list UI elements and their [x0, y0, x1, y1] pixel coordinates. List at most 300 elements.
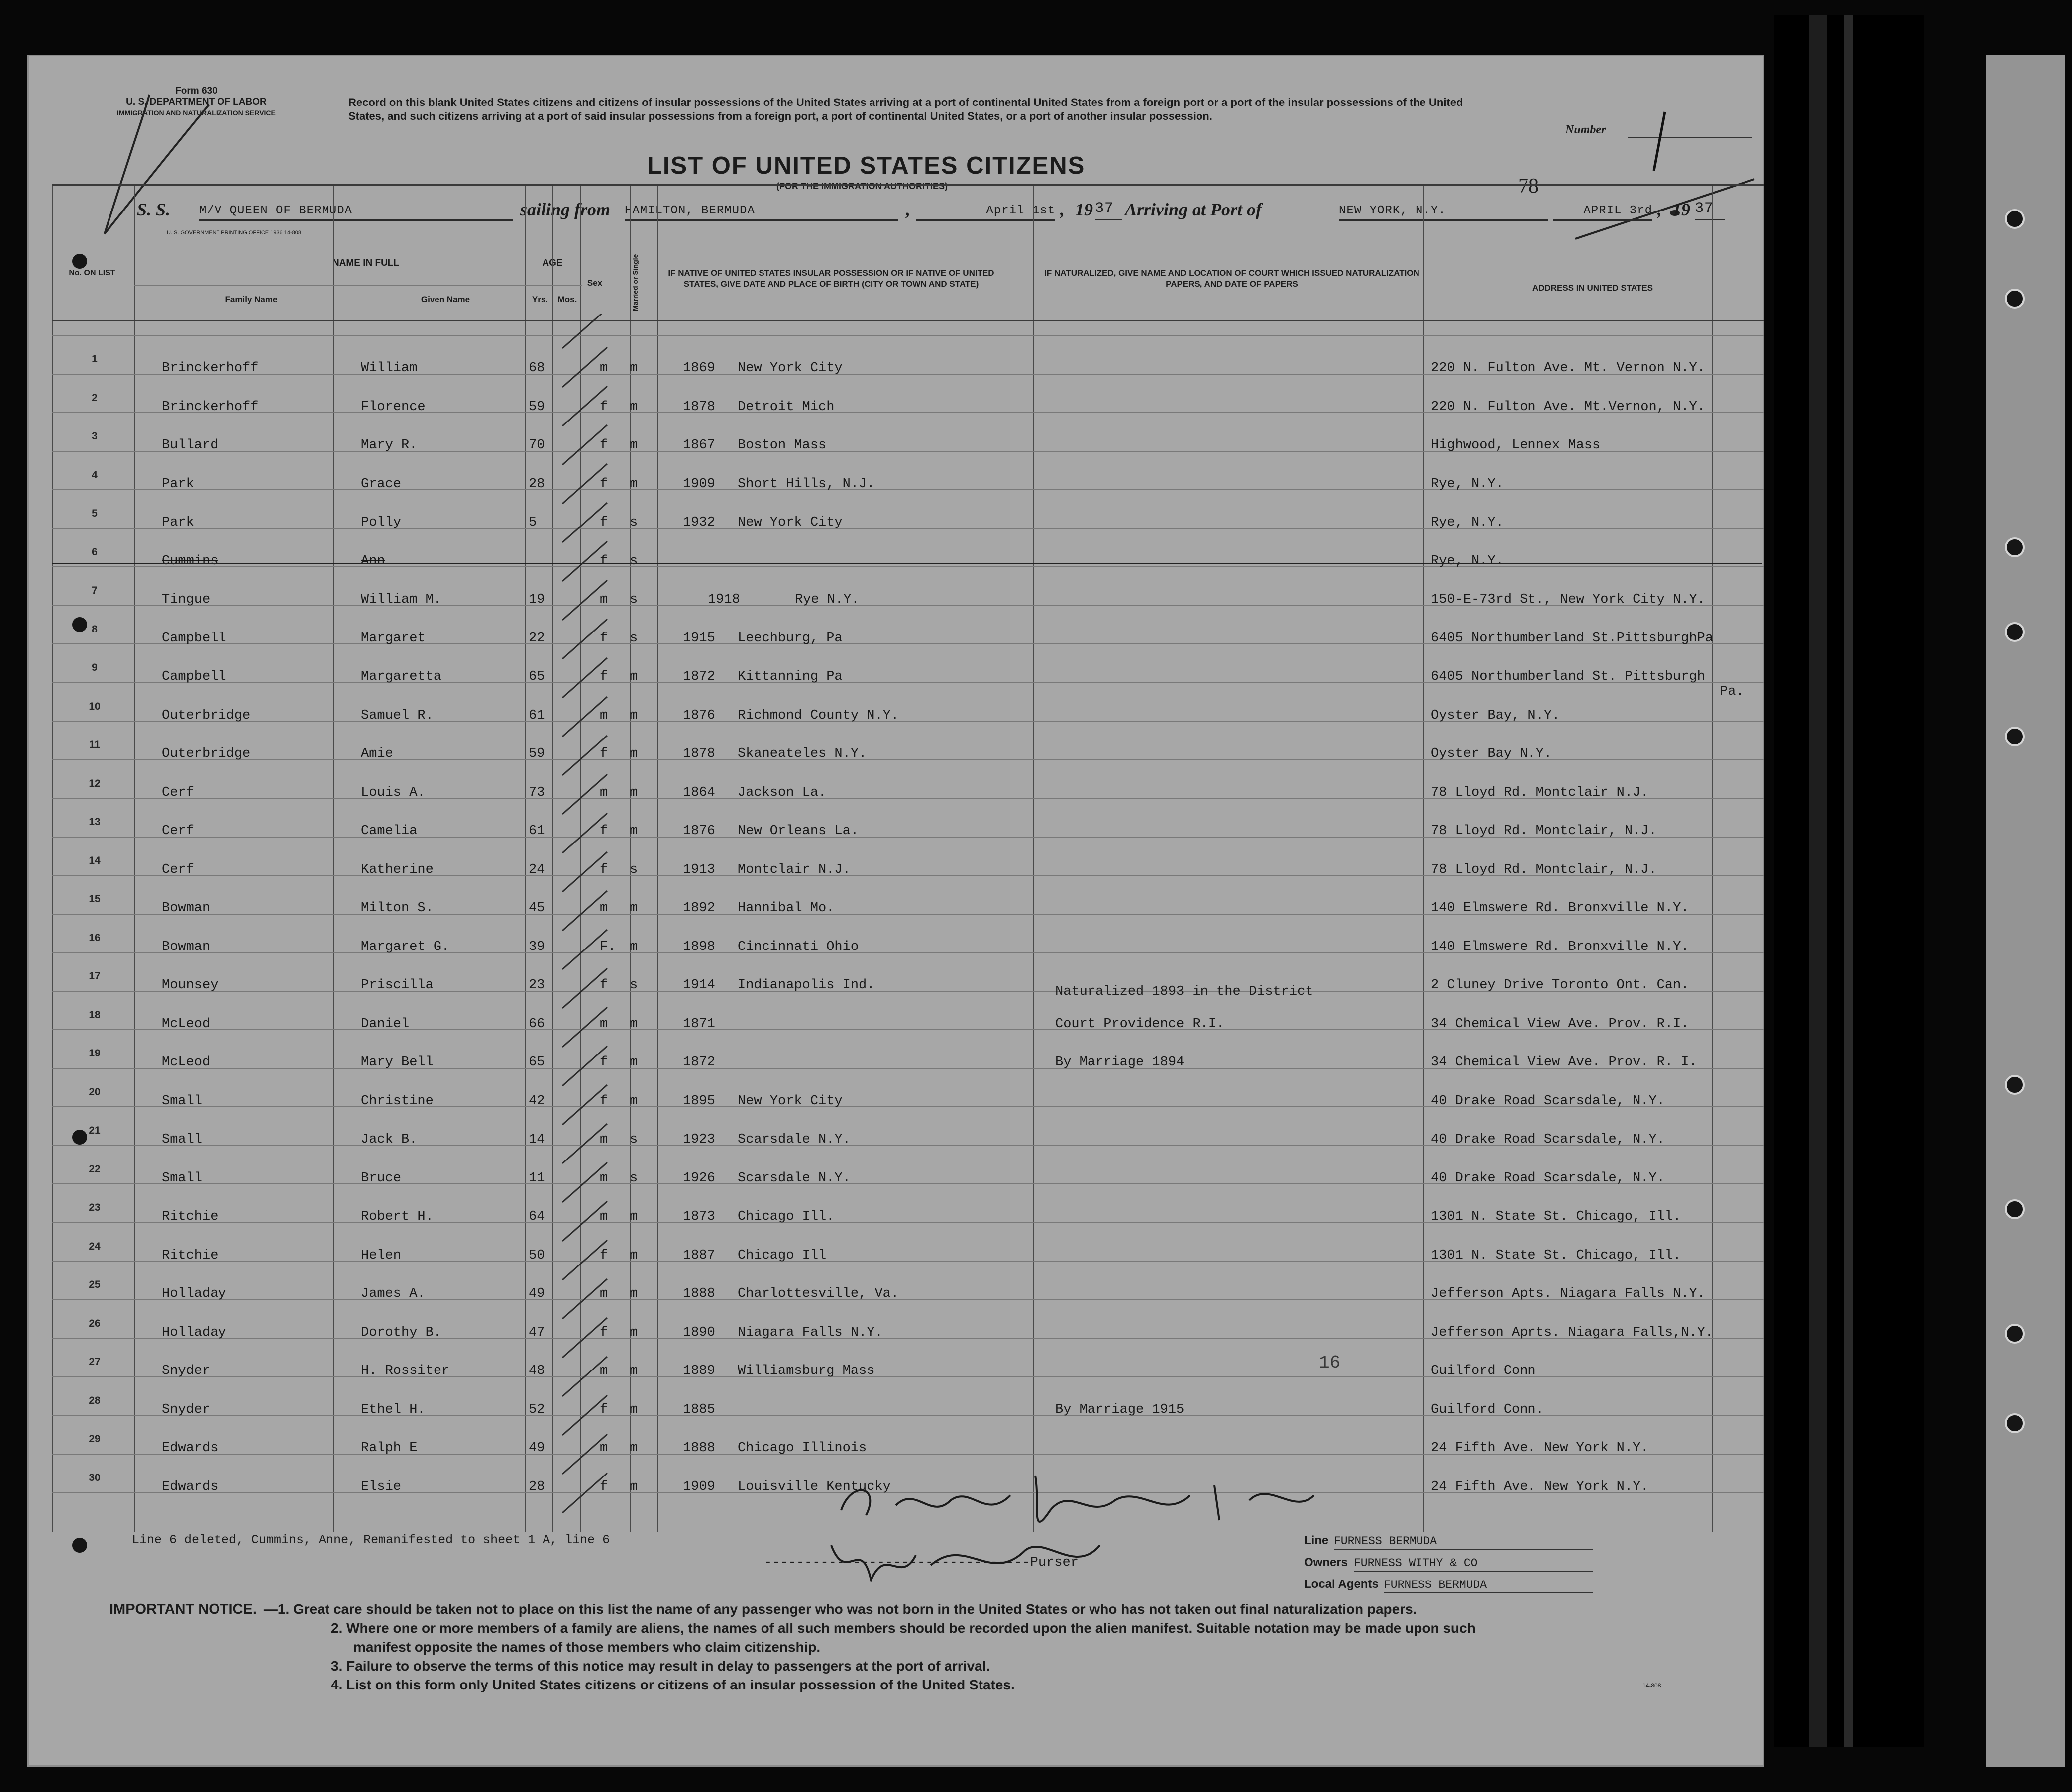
row-22-place: Scarsdale N.Y.	[738, 1170, 851, 1186]
row-1-year: 1869	[683, 361, 715, 376]
row-23-address: 1301 N. State St. Chicago, Ill.	[1431, 1209, 1681, 1224]
row-8-year: 1915	[683, 631, 715, 646]
row-20-year: 1895	[683, 1093, 715, 1109]
row-24-ms: m	[630, 1248, 638, 1263]
row-13-given: Camelia	[361, 824, 418, 839]
tick-mark	[562, 314, 607, 348]
tick-mark	[562, 1434, 607, 1474]
row-5-sex: f	[600, 515, 608, 530]
row-2-no: 2	[92, 392, 98, 404]
row-6-strike-line	[52, 563, 1762, 564]
row-27-year: 1889	[683, 1364, 715, 1378]
row-27-sex: m	[600, 1364, 608, 1378]
row-5-place: New York City	[738, 515, 843, 530]
tick-mark	[562, 1162, 607, 1202]
row-27-ms: m	[630, 1364, 638, 1378]
col-header-given-name: Given Name	[421, 295, 470, 304]
row-29-no: 29	[89, 1433, 101, 1445]
row-17-address: 2 Cluney Drive Toronto Ont. Can.	[1431, 978, 1689, 993]
row-26-age: 47	[529, 1325, 545, 1340]
row-20-place: New York City	[738, 1093, 843, 1109]
row-24-address: 1301 N. State St. Chicago, Ill.	[1431, 1248, 1681, 1263]
row-10-given: Samuel R.	[361, 708, 434, 723]
notice-item-4: 4. List on this form only United States citizens or citizens of an insular possession of the United States.	[331, 1677, 1015, 1692]
departure-port: HAMILTON, BERMUDA	[625, 204, 898, 221]
row-rule	[52, 335, 1764, 336]
row-21-place: Scarsdale N.Y.	[738, 1132, 851, 1147]
row-26-ms: m	[630, 1325, 638, 1340]
line-label: Line	[1304, 1534, 1329, 1547]
arrival-port: NEW YORK, N.Y.	[1339, 204, 1548, 221]
row-13-age: 61	[529, 824, 545, 839]
row-2-sex: f	[600, 399, 608, 415]
binder-hole	[2005, 537, 2025, 557]
row-18-ms: m	[630, 1016, 638, 1032]
row-1-given: William	[361, 361, 418, 376]
adjacent-sheet-edge	[1986, 55, 2065, 1767]
row-28-no: 28	[89, 1394, 101, 1406]
row-12-address: 78 Lloyd Rd. Montclair N.J.	[1431, 785, 1649, 800]
row-9-address: 6405 Northumberland St. Pittsburgh	[1431, 669, 1705, 684]
row-16-sex: F.	[600, 939, 616, 954]
row-20-address: 40 Drake Road Scarsdale, N.Y.	[1431, 1093, 1665, 1109]
row-14-no: 14	[89, 854, 101, 866]
row-18-year: 1871	[683, 1016, 715, 1032]
row-24-no: 24	[89, 1240, 101, 1252]
row-23-sex: m	[600, 1209, 608, 1224]
row-13-year: 1876	[683, 824, 715, 839]
row-2-family: Brinckerhoff	[162, 399, 259, 415]
tick-mark	[562, 891, 607, 931]
binder-hole	[2005, 1075, 2025, 1095]
row-23-given: Robert H.	[361, 1209, 434, 1224]
tick-mark	[562, 968, 607, 1008]
row-20-family: Small	[162, 1093, 203, 1109]
row-2-given: Florence	[361, 399, 426, 415]
row-2-age: 59	[529, 399, 545, 415]
punch-hole	[72, 1538, 87, 1553]
row-29-sex: m	[600, 1441, 608, 1456]
binder-hole	[2005, 622, 2025, 642]
row-17-age: 23	[529, 978, 545, 993]
tick-mark	[562, 1318, 607, 1358]
row-11-family: Outerbridge	[162, 746, 251, 761]
row-25-address: Jefferson Apts. Niagara Falls N.Y.	[1431, 1286, 1705, 1301]
row-17-family: Mounsey	[162, 978, 218, 993]
row-15-place: Hannibal Mo.	[738, 901, 835, 916]
row-12-ms: m	[630, 785, 638, 800]
manifest-sheet: Form 630 U. S. DEPARTMENT OF LABOR IMMIGRATION AND NATURALIZATION SERVICE Record on this blank United States citizens and citizens of insular possessions of the United States arriving at a port of continental United States from a foreign port or a port of the insular possessions of the United States, and such citizens arriving at a port of said insular possessions from a foreign port, a port of continental United States, or a port of another insular possession. Number LIST OF UNITED STATES CITIZENS (FOR THE IMMIGRATION AUTHORITIES) 78 S. S. M/V QUEEN OF BERMUDA sailing from HAMILTON, BERMUDA , April 1st , 19 37 Arriving at Port of NEW YORK, N.Y. APRIL 3rd , 19 37 U. S. GOVERNMENT PRINTING OFFICE 1936 14-808	[27, 55, 1764, 1767]
row-14-address: 78 Lloyd Rd. Montclair, N.J.	[1431, 862, 1657, 877]
row-25-year: 1888	[683, 1286, 715, 1301]
tick-mark	[562, 386, 607, 426]
column-rule	[525, 186, 526, 1532]
row-27-given: H. Rossiter	[361, 1364, 450, 1378]
row-18-no: 18	[89, 1009, 101, 1021]
col-header-birth: IF NATIVE OF UNITED STATES INSULAR POSSESSION OR IF NATIVE OF UNITED STATES, GIVE DATE AND PLACE OF BIRTH (CITY OR TOWN AND STATE)	[668, 268, 994, 289]
row-28-family: Snyder	[162, 1402, 211, 1417]
row-6-family: Cummins	[162, 553, 218, 569]
print-code: 14-808	[1642, 1682, 1661, 1689]
row-19-given: Mary Bell	[361, 1055, 434, 1070]
address-continuation: Pa.	[1720, 684, 1744, 699]
col-header-age: AGE	[542, 258, 563, 268]
row-9-year: 1872	[683, 669, 715, 684]
row-25-ms: m	[630, 1286, 638, 1301]
punch-hole	[72, 617, 87, 632]
col-header-naturalized: IF NATURALIZED, GIVE NAME AND LOCATION OF COURT WHICH ISSUED NATURALIZATION PAPERS, AND DATE OF PAPERS	[1044, 268, 1419, 289]
service-name: IMMIGRATION AND NATURALIZATION SERVICE	[117, 109, 276, 117]
row-3-family: Bullard	[162, 438, 218, 453]
row-5-given: Polly	[361, 515, 402, 530]
row-14-given: Katherine	[361, 862, 434, 877]
row-5-year: 1932	[683, 515, 715, 530]
row-23-age: 64	[529, 1209, 545, 1224]
row-19-sex: f	[600, 1055, 608, 1070]
notice-item-2a: 2. Where one or more members of a family are aliens, the names of all such members should be recorded upon the alien manifest. Suitable notation may be made upon such	[331, 1620, 1476, 1636]
row-8-no: 8	[92, 623, 98, 635]
row-12-family: Cerf	[162, 785, 194, 800]
owners-value: FURNESS WITHY & CO	[1354, 1557, 1593, 1572]
row-23-family: Ritchie	[162, 1209, 218, 1224]
row-10-ms: m	[630, 708, 638, 723]
tick-mark	[562, 658, 607, 698]
binder-hole	[2005, 289, 2025, 309]
row-17-sex: f	[600, 978, 608, 993]
row-18-sex: m	[600, 1016, 608, 1032]
row-19-ms: m	[630, 1055, 638, 1070]
tick-mark	[562, 347, 607, 387]
row-10-address: Oyster Bay, N.Y.	[1431, 708, 1560, 723]
tick-mark	[562, 503, 607, 542]
row-28-address: Guilford Conn.	[1431, 1402, 1544, 1417]
row-18-given: Daniel	[361, 1016, 410, 1032]
row-21-address: 40 Drake Road Scarsdale, N.Y.	[1431, 1132, 1665, 1147]
row-20-age: 42	[529, 1093, 545, 1109]
row-4-family: Park	[162, 476, 194, 492]
row-15-age: 45	[529, 901, 545, 916]
row-4-given: Grace	[361, 476, 402, 492]
row-13-ms: m	[630, 824, 638, 839]
arrival-year-suffix: 37	[1695, 200, 1725, 220]
row-14-ms: s	[630, 862, 638, 877]
row-3-year: 1867	[683, 438, 715, 453]
tick-mark	[562, 736, 607, 775]
column-rule	[1423, 186, 1424, 1532]
row-21-no: 21	[89, 1125, 101, 1136]
row-22-address: 40 Drake Road Scarsdale, N.Y.	[1431, 1170, 1665, 1186]
row-26-address: Jefferson Aprts. Niagara Falls,N.Y.	[1431, 1325, 1714, 1340]
row-11-address: Oyster Bay N.Y.	[1431, 746, 1552, 761]
row-4-no: 4	[92, 469, 98, 481]
row-7-address: 150-E-73rd St., New York City N.Y.	[1431, 592, 1705, 607]
row-11-age: 59	[529, 746, 545, 761]
row-28-ms: m	[630, 1402, 638, 1417]
notice-item-2b: manifest opposite the names of those members who claim citizenship.	[353, 1639, 821, 1655]
row-4-ms: m	[630, 476, 638, 492]
row-22-sex: m	[600, 1170, 608, 1186]
tick-mark	[562, 580, 607, 620]
row-18-address: 34 Chemical View Ave. Prov. R.I.	[1431, 1016, 1689, 1032]
row-4-year: 1909	[683, 476, 715, 492]
tick-mark	[562, 930, 607, 969]
row-22-age: 11	[529, 1170, 545, 1186]
row-16-place: Cincinnati Ohio	[738, 939, 859, 954]
row-29-place: Chicago Illinois	[738, 1441, 867, 1456]
row-24-given: Helen	[361, 1248, 402, 1263]
tick-mark	[562, 1357, 607, 1396]
purser-line: ---------------------------------Purser	[764, 1555, 1079, 1570]
notice-item-3: 3. Failure to observe the terms of this notice may result in delay to passengers at the port of arrival.	[331, 1658, 990, 1674]
row-16-year: 1898	[683, 939, 715, 954]
row-6-no: 6	[92, 546, 98, 558]
row-15-given: Milton S.	[361, 901, 434, 916]
tick-mark	[562, 464, 607, 504]
row-19-nat: By Marriage 1894	[1055, 1055, 1185, 1070]
row-4-sex: f	[600, 476, 608, 492]
row-3-address: Highwood, Lennex Mass	[1431, 438, 1601, 453]
row-23-no: 23	[89, 1202, 101, 1213]
row-20-ms: m	[630, 1093, 638, 1109]
row-7-sex: m	[600, 592, 608, 607]
sailing-from-label: sailing from	[520, 200, 611, 219]
punch-hole	[72, 254, 87, 269]
row-1-no: 1	[92, 353, 98, 365]
ss-label: S. S.	[137, 200, 171, 219]
row-27-no: 27	[89, 1356, 101, 1368]
row-12-place: Jackson La.	[738, 785, 827, 800]
row-26-no: 26	[89, 1317, 101, 1329]
row-24-place: Chicago Ill	[738, 1248, 827, 1263]
row-2-address: 220 N. Fulton Ave. Mt.Vernon, N.Y.	[1431, 399, 1705, 415]
row-4-age: 28	[529, 476, 545, 492]
row-30-address: 24 Fifth Ave. New York N.Y.	[1431, 1479, 1649, 1494]
row-8-address: 6405 Northumberland St.PittsburghPa	[1431, 631, 1714, 646]
row-29-year: 1888	[683, 1441, 715, 1456]
document-subtitle: (FOR THE IMMIGRATION AUTHORITIES)	[776, 181, 948, 191]
row-3-no: 3	[92, 430, 98, 442]
row-18-age: 66	[529, 1016, 545, 1032]
row-14-sex: f	[600, 862, 608, 877]
row-19-year: 1872	[683, 1055, 715, 1070]
owners-label: Owners	[1304, 1556, 1348, 1569]
tick-mark	[562, 1240, 607, 1280]
row-rule	[52, 489, 1764, 490]
tick-mark	[562, 1046, 607, 1086]
row-4-place: Short Hills, N.J.	[738, 476, 875, 492]
row-30-sex: f	[600, 1479, 608, 1494]
col-header-mos: Mos.	[557, 295, 577, 304]
row-21-ms: s	[630, 1132, 638, 1147]
row-12-no: 12	[89, 777, 101, 789]
row-29-ms: m	[630, 1441, 638, 1456]
row-8-ms: s	[630, 631, 638, 646]
col-header-name-in-full: NAME IN FULL	[332, 258, 400, 268]
row-13-sex: f	[600, 824, 608, 839]
tick-mark	[562, 1201, 607, 1241]
row-18-family: McLeod	[162, 1016, 211, 1032]
row-rule	[52, 528, 1764, 529]
row-25-family: Holladay	[162, 1286, 226, 1301]
row-8-family: Campbell	[162, 631, 226, 646]
row-22-given: Bruce	[361, 1170, 402, 1186]
row-10-family: Outerbridge	[162, 708, 251, 723]
row-1-place: New York City	[738, 361, 843, 376]
row-28-age: 52	[529, 1402, 545, 1417]
row-9-place: Kittanning Pa	[738, 669, 843, 684]
row-2-place: Detroit Mich	[738, 399, 835, 415]
row-8-age: 22	[529, 631, 545, 646]
row-30-family: Edwards	[162, 1479, 218, 1494]
header-bottom-rule	[52, 320, 1764, 321]
row-5-address: Rye, N.Y.	[1431, 515, 1504, 530]
row-17-no: 17	[89, 970, 101, 982]
row-3-age: 70	[529, 438, 545, 453]
row-26-year: 1890	[683, 1325, 715, 1340]
row-17-year: 1914	[683, 978, 715, 993]
local-agents-label: Local Agents	[1304, 1578, 1379, 1591]
tick-mark	[562, 541, 607, 581]
row-7-place: Rye N.Y.	[795, 592, 860, 607]
binder-hole	[2005, 209, 2025, 229]
row-1-family: Brinckerhoff	[162, 361, 259, 376]
row-13-no: 13	[89, 816, 101, 828]
row-19-family: McLeod	[162, 1055, 211, 1070]
row-26-given: Dorothy B.	[361, 1325, 442, 1340]
row-23-year: 1873	[683, 1209, 715, 1224]
row-3-sex: f	[600, 438, 608, 453]
row-30-place: Louisville Kentucky	[738, 1479, 891, 1494]
row-17-ms: s	[630, 978, 638, 993]
row-15-sex: m	[600, 901, 608, 916]
row-12-year: 1864	[683, 785, 715, 800]
row-6-address: Rye, N.Y.	[1431, 553, 1504, 569]
row-8-sex: f	[600, 631, 608, 646]
row-24-family: Ritchie	[162, 1248, 218, 1263]
departure-date: April 1st	[916, 204, 1055, 221]
row-7-ms: s	[630, 592, 638, 607]
sheet-number: 78	[1518, 175, 1539, 198]
tick-mark	[562, 1124, 607, 1163]
row-29-age: 49	[529, 1441, 545, 1456]
row-28-year: 1885	[683, 1402, 715, 1417]
row-6-ms: s	[630, 553, 638, 569]
departure-year-prefix: 19	[1075, 200, 1093, 219]
row-30-no: 30	[89, 1472, 101, 1483]
row-10-no: 10	[89, 700, 101, 712]
row-11-ms: m	[630, 746, 638, 761]
row-21-sex: m	[600, 1132, 608, 1147]
column-rule	[52, 186, 53, 1532]
tick-mark	[562, 1085, 607, 1125]
row-26-family: Holladay	[162, 1325, 226, 1340]
col-header-address: ADDRESS IN UNITED STATES	[1532, 283, 1653, 293]
row-24-sex: f	[600, 1248, 608, 1263]
binder-hole	[2005, 727, 2025, 746]
column-rule	[1033, 186, 1034, 1532]
row-15-no: 15	[89, 893, 101, 905]
tick-mark	[562, 1395, 607, 1435]
row-11-sex: f	[600, 746, 608, 761]
notice-heading: IMPORTANT NOTICE.	[109, 1601, 257, 1617]
naturalized-note-line1: Naturalized 1893 in the District	[1055, 984, 1313, 999]
col-header-no: No. ON LIST	[69, 269, 115, 277]
row-10-sex: m	[600, 708, 608, 723]
row-30-given: Elsie	[361, 1479, 402, 1494]
row-21-age: 14	[529, 1132, 545, 1147]
row-15-address: 140 Elmswere Rd. Bronxville N.Y.	[1431, 901, 1689, 916]
row-3-ms: m	[630, 438, 638, 453]
row-17-given: Priscilla	[361, 978, 434, 993]
row-rule	[52, 566, 1764, 567]
row-9-sex: f	[600, 669, 608, 684]
row-6-given: Ann	[361, 553, 385, 569]
row-15-ms: m	[630, 901, 638, 916]
row-21-given: Jack B.	[361, 1132, 418, 1147]
row-16-address: 140 Elmswere Rd. Bronxville N.Y.	[1431, 939, 1689, 954]
row-11-no: 11	[89, 739, 101, 750]
row-19-address: 34 Chemical View Ave. Prov. R. I.	[1431, 1055, 1697, 1070]
row-14-year: 1913	[683, 862, 715, 877]
row-25-given: James A.	[361, 1286, 426, 1301]
col-header-family-name: Family Name	[225, 295, 278, 304]
row-1-ms: m	[630, 361, 638, 376]
tick-mark	[562, 1473, 607, 1513]
page-tally: 16	[1319, 1353, 1341, 1373]
tick-mark	[562, 852, 607, 892]
vessel-name: M/V QUEEN OF BERMUDA	[199, 204, 513, 221]
row-12-sex: m	[600, 785, 608, 800]
row-9-family: Campbell	[162, 669, 226, 684]
notice-item-1: —1. Great care should be taken not to place on this list the name of any passenger who was not born in the United States or who has not taken out final naturalization papers.	[263, 1601, 1417, 1617]
row-6-sex: f	[600, 553, 608, 569]
row-3-given: Mary R.	[361, 438, 418, 453]
row-27-age: 48	[529, 1364, 545, 1378]
row-7-no: 7	[92, 585, 98, 596]
row-25-place: Charlottesville, Va.	[738, 1286, 899, 1301]
row-8-given: Margaret	[361, 631, 426, 646]
row-29-given: Ralph E	[361, 1441, 418, 1456]
row-2-year: 1878	[683, 399, 715, 415]
row-8-place: Leechburg, Pa	[738, 631, 843, 646]
row-19-age: 65	[529, 1055, 545, 1070]
arriving-label: Arriving at Port of	[1125, 200, 1262, 219]
row-27-family: Snyder	[162, 1364, 211, 1378]
row-24-year: 1887	[683, 1248, 715, 1263]
row-14-family: Cerf	[162, 862, 194, 877]
row-30-ms: m	[630, 1479, 638, 1494]
row-7-year: 1918	[708, 592, 740, 607]
row-13-address: 78 Lloyd Rd. Montclair, N.J.	[1431, 824, 1657, 839]
row-11-place: Skaneateles N.Y.	[738, 746, 867, 761]
row-28-nat: By Marriage 1915	[1055, 1402, 1185, 1417]
row-7-age: 19	[529, 592, 545, 607]
row-20-sex: f	[600, 1093, 608, 1109]
row-25-no: 25	[89, 1279, 101, 1290]
deletion-note: Line 6 deleted, Cummins, Anne, Remanifested to sheet 1 A, line 6	[132, 1533, 610, 1547]
line-value: FURNESS BERMUDA	[1334, 1535, 1593, 1550]
row-16-age: 39	[529, 939, 545, 954]
row-21-family: Small	[162, 1132, 203, 1147]
row-30-year: 1909	[683, 1479, 715, 1494]
row-27-place: Williamsburg Mass	[738, 1364, 875, 1378]
row-13-place: New Orleans La.	[738, 824, 859, 839]
arrival-date: APRIL 3rd	[1553, 204, 1652, 221]
important-notice	[109, 1600, 1727, 1694]
row-29-family: Edwards	[162, 1441, 218, 1456]
row-23-ms: m	[630, 1209, 638, 1224]
binder-hole	[2005, 1199, 2025, 1219]
